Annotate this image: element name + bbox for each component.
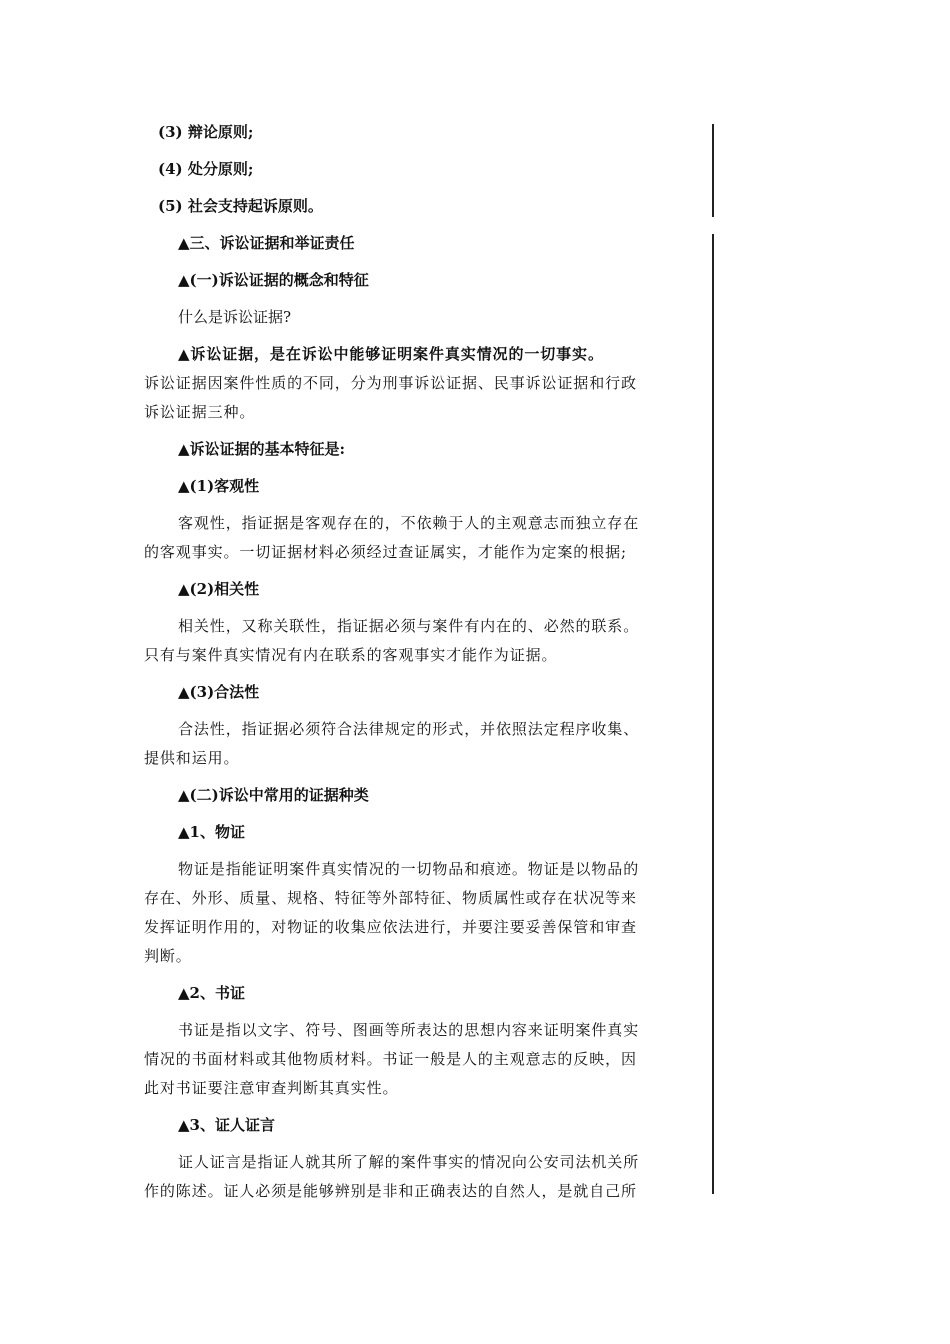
legality-paragraph [144,715,664,773]
paragraph-line: 诉讼证据三种。 [144,403,256,421]
testimony-heading: ▲3、证人证言 [178,1116,275,1134]
features-heading: ▲诉讼证据的基本特征是: [178,440,346,458]
documentary-evidence-heading: ▲2、书证 [178,984,245,1002]
definition-paragraph [144,340,664,427]
paragraph-line: 只有与案件真实情况有内在联系的客观事实才能作为证据。 [144,646,558,664]
margin-rule-top [712,124,714,217]
legality-heading: ▲(3)合法性 [178,683,260,701]
paragraph-line: 证人证言是指证人就其所了解的案件事实的情况向公安司法机关所 [178,1153,640,1171]
list-item-4: (4) 处分原则; [158,160,254,178]
definition-lead: ▲诉讼证据，是在诉讼中能够证明案件真实情况的一切事实。 [178,345,604,363]
relevance-heading: ▲(2)相关性 [178,580,260,598]
testimony-paragraph [144,1148,664,1206]
relevance-paragraph [144,612,664,670]
paragraph-line: 判断。 [144,947,192,965]
documentary-evidence-paragraph [144,1016,664,1103]
physical-evidence-heading: ▲1、物证 [178,823,245,841]
paragraph-line: 情况的书面材料或其他物质材料。书证一般是人的主观意志的反映，因 [144,1050,637,1068]
objectivity-paragraph [144,509,664,567]
paragraph-line: 存在、外形、质量、规格、特征等外部特征、物质属性或存在状况等来 [144,889,637,907]
paragraph-line: 发挥证明作用的，对物证的收集应依法进行，并要注要妥善保管和审查 [144,918,637,936]
paragraph-line: 书证是指以文字、符号、图画等所表达的思想内容来证明案件真实 [178,1021,640,1039]
paragraph-line: 物证是指能证明案件真实情况的一切物品和痕迹。物证是以物品的 [178,860,640,878]
paragraph-line: 相关性，又称关联性，指证据必须与案件有内在的、必然的联系。 [178,617,640,635]
paragraph-line: 客观性，指证据是客观存在的，不依赖于人的主观意志而独立存在 [178,514,640,532]
paragraph-line: 此对书证要注意审查判断其真实性。 [144,1079,399,1097]
paragraph-line: 合法性，指证据必须符合法律规定的形式，并依照法定程序收集、 [178,720,640,738]
question-text: 什么是诉讼证据? [178,308,292,326]
paragraph-line: 诉讼证据因案件性质的不同，分为刑事诉讼证据、民事诉讼证据和行政 [144,374,637,392]
objectivity-heading: ▲(1)客观性 [178,477,260,495]
paragraph-line: 的客观事实。一切证据材料必须经过查证属实，才能作为定案的根据; [144,543,627,561]
section3-heading: ▲三、诉讼证据和举证责任 [178,234,355,252]
paragraph-line: 作的陈述。证人必须是能够辨别是非和正确表达的自然人，是就自己所 [144,1182,637,1200]
list-item-5: (5) 社会支持起诉原则。 [158,197,323,215]
physical-evidence-paragraph [144,855,664,971]
sub2-heading: ▲(二)诉讼中常用的证据种类 [178,786,369,804]
sub1-heading: ▲(一)诉讼证据的概念和特征 [178,271,369,289]
margin-rule-main [712,234,714,1194]
paragraph-line: 提供和运用。 [144,749,240,767]
page-content [144,118,664,1206]
list-item-3: (3) 辩论原则; [158,123,254,141]
